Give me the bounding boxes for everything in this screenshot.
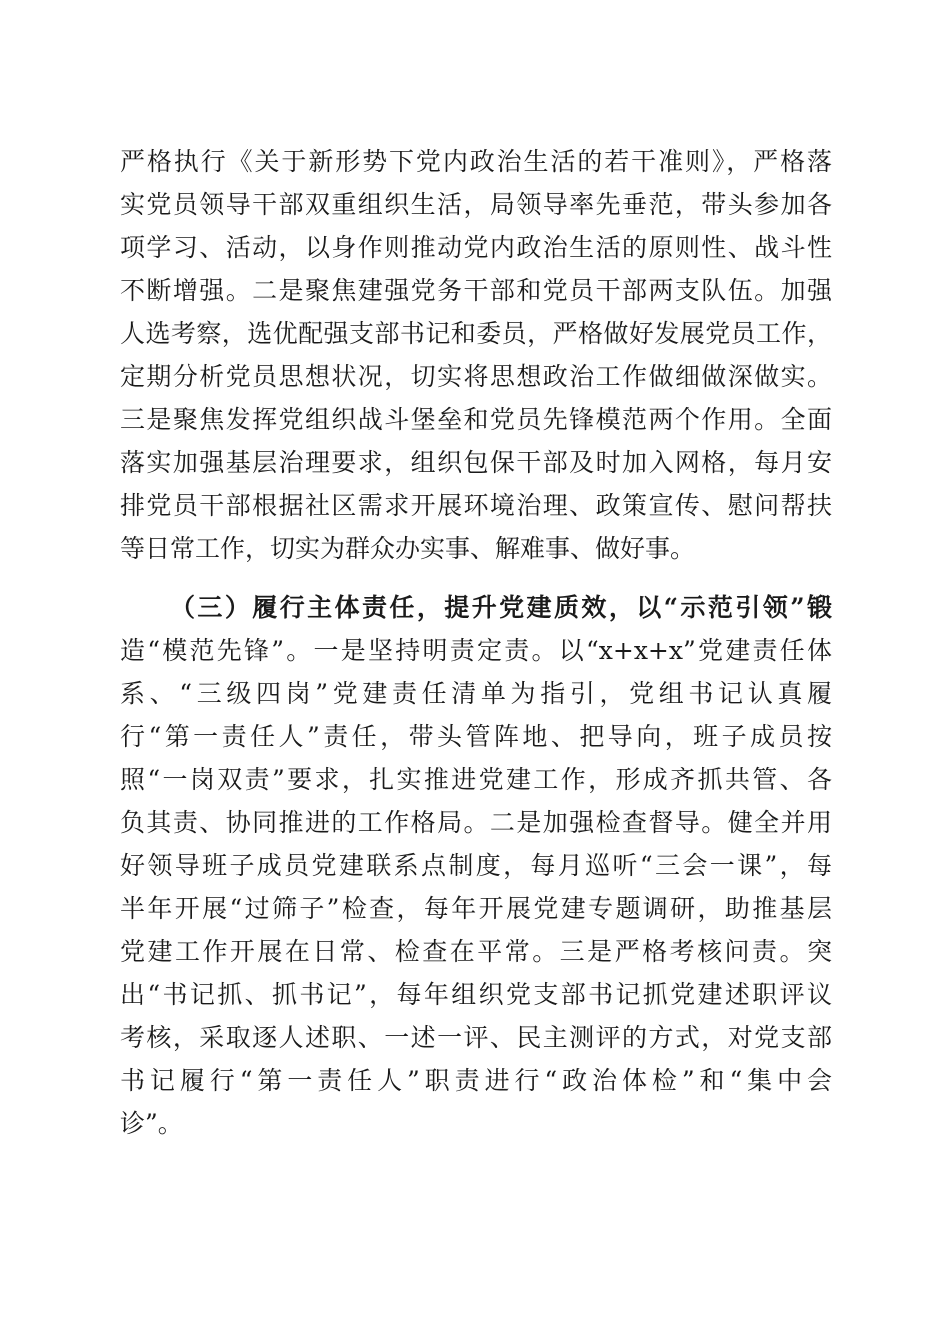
paragraph-line: 定期分析党员思想状况，切实将思想政治工作做细做深做实。 — [120, 362, 832, 391]
paragraph-line: 严格执行《关于新形势下党内政治生活的若干准则》，严格落 — [120, 147, 832, 176]
paragraph-line: 等日常工作，切实为群众办实事、解难事、做好事。 — [120, 534, 696, 563]
paragraph-line: 出“书记抓、抓书记”，每年组织党支部书记抓党建述职评议 — [120, 980, 832, 1009]
paragraph-line: 诊”。 — [120, 1109, 183, 1138]
paragraph-line: 不断增强。二是聚焦建强党务干部和党员干部两支队伍。加强 — [120, 276, 832, 305]
paragraph-line: 负其责、协同推进的工作格局。二是加强检查督导。健全并用 — [120, 808, 832, 837]
section-heading: （三）履行主体责任，提升党建质效，以“示范引领”锻 — [170, 593, 832, 622]
paragraph-line: 项学习、活动，以身作则推动党内政治生活的原则性、战斗性 — [120, 233, 832, 262]
paragraph-line: 人选考察，选优配强支部书记和委员，严格做好发展党员工作， — [120, 319, 832, 348]
paragraph-line: 排党员干部根据社区需求开展环境治理、政策宣传、慰问帮扶 — [120, 491, 832, 520]
paragraph-line: 党建工作开展在日常、检查在平常。三是严格考核问责。突 — [120, 937, 832, 966]
paragraph-line: 造“模范先锋”。一是坚持明责定责。以“x+x+x”党建责任体 — [120, 636, 832, 665]
paragraph-line: 实党员领导干部双重组织生活，局领导率先垂范，带头参加各 — [120, 190, 832, 219]
paragraph-line: 行“第一责任人”责任，带头管阵地、把导向，班子成员按 — [120, 722, 832, 751]
paragraph-line: 好领导班子成员党建联系点制度，每月巡听“三会一课”，每 — [120, 851, 832, 880]
paragraph-line: 三是聚焦发挥党组织战斗堡垒和党员先锋模范两个作用。全面 — [120, 405, 832, 434]
paragraph-line: 半年开展“过筛子”检查，每年开展党建专题调研，助推基层 — [120, 894, 832, 923]
paragraph-line: 照“一岗双责”要求，扎实推进党建工作，形成齐抓共管、各 — [120, 765, 832, 794]
paragraph-line: 落实加强基层治理要求，组织包保干部及时加入网格，每月安 — [120, 448, 832, 477]
paragraph-line: 考核，采取逐人述职、一述一评、民主测评的方式，对党支部 — [120, 1023, 832, 1052]
paragraph-line: 书记履行“第一责任人”职责进行“政治体检”和“集中会 — [120, 1066, 832, 1095]
paragraph-line: 系、“三级四岗”党建责任清单为指引，党组书记认真履 — [120, 679, 832, 708]
